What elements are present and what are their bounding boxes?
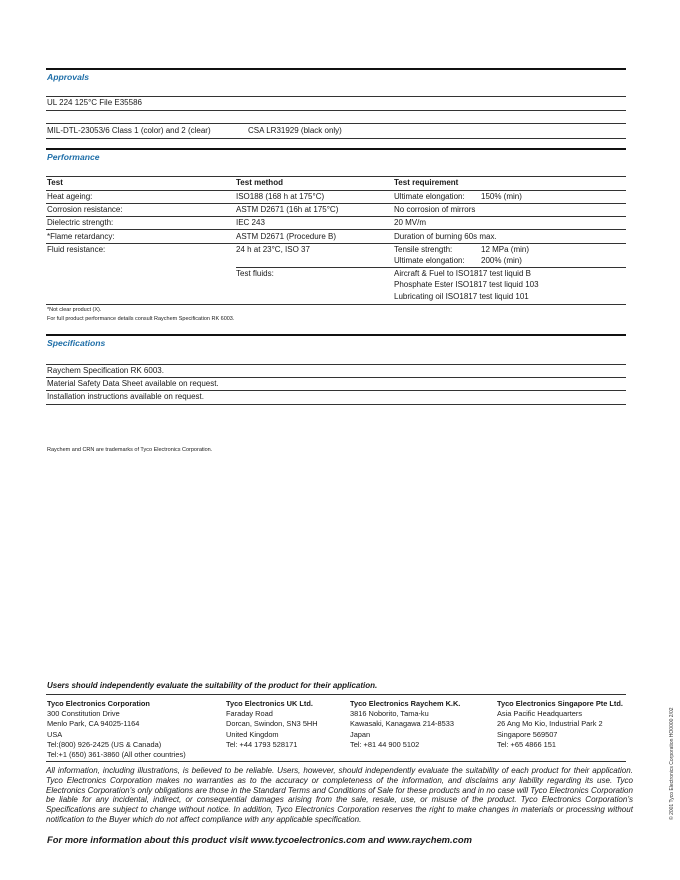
row-method: ASTM D2671 (Procedure B) (236, 232, 337, 241)
contact-line: Faraday Road (226, 709, 273, 719)
row-requirement-2 (394, 256, 522, 266)
performance-title: Performance (47, 152, 100, 162)
copyright-side-note: © 2001 Tyco Electronics Corporation HO0000 2/02 (669, 707, 675, 820)
req-value: 12 MPa (min) (481, 245, 530, 254)
row-test: Corrosion resistance: (47, 205, 123, 214)
performance-note: For full product performance details consult Raychem Specification RK 6003. (47, 316, 235, 322)
table-rule (46, 203, 626, 204)
contact-line: Asia Pacific Headquarters (497, 709, 583, 719)
contact-line: Dorcan, Swindon, SN3 5HH (226, 719, 318, 729)
specifications-top-rule (46, 334, 626, 336)
req-value: 150% (min) (481, 192, 522, 201)
header-method: Test method (236, 178, 283, 187)
contact-line: Menlo Park, CA 94025-1164 (47, 719, 140, 729)
row-test: *Flame retardancy: (47, 232, 115, 241)
req-value: 200% (min) (481, 256, 522, 265)
table-rule (46, 176, 626, 177)
disclaimer: All information, including illustrations, is believed to be reliable. Users, however, should independently evaluate the suitability of each product for their application. Tyco Electronics Corporation makes no warranties as to the accuracy or completeness of the information, and disclaims any liability regarding its use. Tyco Electronics Corporation’s only obligations are those in the Standard Terms and Conditions of Sale for these products and in no case will Tyco Electronics Corporation be liable for any incidental, indirect, or consequential damages arising from the sale, resale, use, or misuse of the product. Tyco Electronics Corporation’s Specifications are subject to change without notice. In addition, Tyco Electronics Corporation reserves the right to make changes in materials or processing without notification to the Buyer which do not affect compliance with any applicable specification. (46, 766, 633, 824)
approvals-top-rule (46, 68, 626, 70)
contact-line: Tel: +65 4866 151 (497, 739, 556, 749)
approval-csa: CSA LR31929 (black only) (248, 126, 342, 135)
row-method: 24 h at 23°C, ISO 37 (236, 245, 310, 254)
table-rule (46, 243, 626, 244)
footer-rule (46, 761, 626, 762)
approval-ul: UL 224 125°C File E35586 (47, 98, 142, 107)
row-method: ASTM D2671 (16h at 175°C) (236, 205, 339, 214)
spec-item: Material Safety Data Sheet available on request. (47, 379, 219, 388)
users-note: Users should independently evaluate the suitability of the product for their application. (47, 681, 378, 690)
req-label: Ultimate elongation: (394, 192, 465, 201)
row-requirement: No corrosion of mirrors (394, 205, 476, 214)
contact-line: Tel:(800) 926-2425 (US & Canada) (47, 739, 162, 749)
req-label: Tensile strength: (394, 245, 453, 254)
fluid-item: Aircraft & Fuel to ISO1817 test liquid B (394, 269, 531, 278)
contact-name: Tyco Electronics Corporation (47, 699, 150, 708)
divider (46, 364, 626, 365)
table-rule (46, 216, 626, 217)
header-test: Test (47, 178, 63, 187)
approvals-title: Approvals (47, 72, 90, 82)
row-test: Dielectric strength: (47, 218, 114, 227)
contact-line: Tel: +81 44 900 5102 (350, 739, 420, 749)
table-rule (236, 267, 626, 268)
header-requirement: Test requirement (394, 178, 459, 187)
contact-uk (226, 699, 318, 750)
row-method: IEC 243 (236, 218, 265, 227)
contact-line: 3816 Noborito, Tama-ku (350, 709, 429, 719)
contact-japan (350, 699, 460, 750)
contact-usa (47, 699, 186, 760)
spec-item: Raychem Specification RK 6003. (47, 366, 164, 375)
contact-line: Kawasaki, Kanagawa 214-8533 (350, 719, 454, 729)
contact-name: Tyco Electronics UK Ltd. (226, 699, 313, 708)
spec-item: Installation instructions available on request. (47, 392, 204, 401)
contact-line: United Kingdom (226, 729, 279, 739)
performance-note: *Not clear product (X). (47, 307, 102, 313)
approval-mil: MIL-DTL-23053/6 Class 1 (color) and 2 (clear) (47, 126, 211, 135)
row-requirement-1 (394, 245, 530, 255)
trademark-note: Raychem and CRN are trademarks of Tyco Electronics Corporation. (47, 447, 213, 453)
divider (46, 377, 626, 378)
row-requirement: 20 MV/m (394, 218, 427, 227)
divider (46, 138, 626, 139)
row-requirement (394, 192, 522, 202)
specifications-title: Specifications (47, 338, 106, 348)
contact-line: USA (47, 729, 63, 739)
contact-line: Tel: +44 1793 528171 (226, 739, 298, 749)
divider (46, 110, 626, 111)
divider (46, 390, 626, 391)
req-label: Ultimate elongation: (394, 256, 465, 265)
contact-name: Tyco Electronics Singapore Pte Ltd. (497, 699, 623, 708)
row-test: Heat ageing: (47, 192, 93, 201)
contact-line: Tel:+1 (650) 361-3860 (All other countries) (47, 750, 186, 760)
contact-name: Tyco Electronics Raychem K.K. (350, 699, 461, 708)
contact-line: Japan (350, 729, 371, 739)
row-requirement: Duration of burning 60s max. (394, 232, 497, 241)
more-info: For more information about this product visit www.tycoelectronics.com and www.raychem.com (47, 834, 472, 845)
contact-line: Singapore 569507 (497, 729, 558, 739)
contact-line: 300 Constitution Drive (47, 709, 120, 719)
fluids-label: Test fluids: (236, 269, 274, 278)
table-rule (46, 229, 626, 230)
footer-rule (46, 694, 626, 695)
divider (46, 404, 626, 405)
fluid-item: Phosphate Ester ISO1817 test liquid 103 (394, 280, 539, 289)
contact-singapore (497, 699, 623, 750)
row-method: ISO188 (168 h at 175°C) (236, 192, 325, 201)
table-rule (46, 190, 626, 191)
fluid-item: Lubricating oil ISO1817 test liquid 101 (394, 292, 529, 301)
divider (46, 96, 626, 97)
performance-top-rule (46, 148, 626, 150)
divider (46, 123, 626, 124)
row-test: Fluid resistance: (47, 245, 106, 254)
contact-line: 26 Ang Mo Kio, Industrial Park 2 (497, 719, 603, 729)
table-rule (46, 304, 626, 305)
